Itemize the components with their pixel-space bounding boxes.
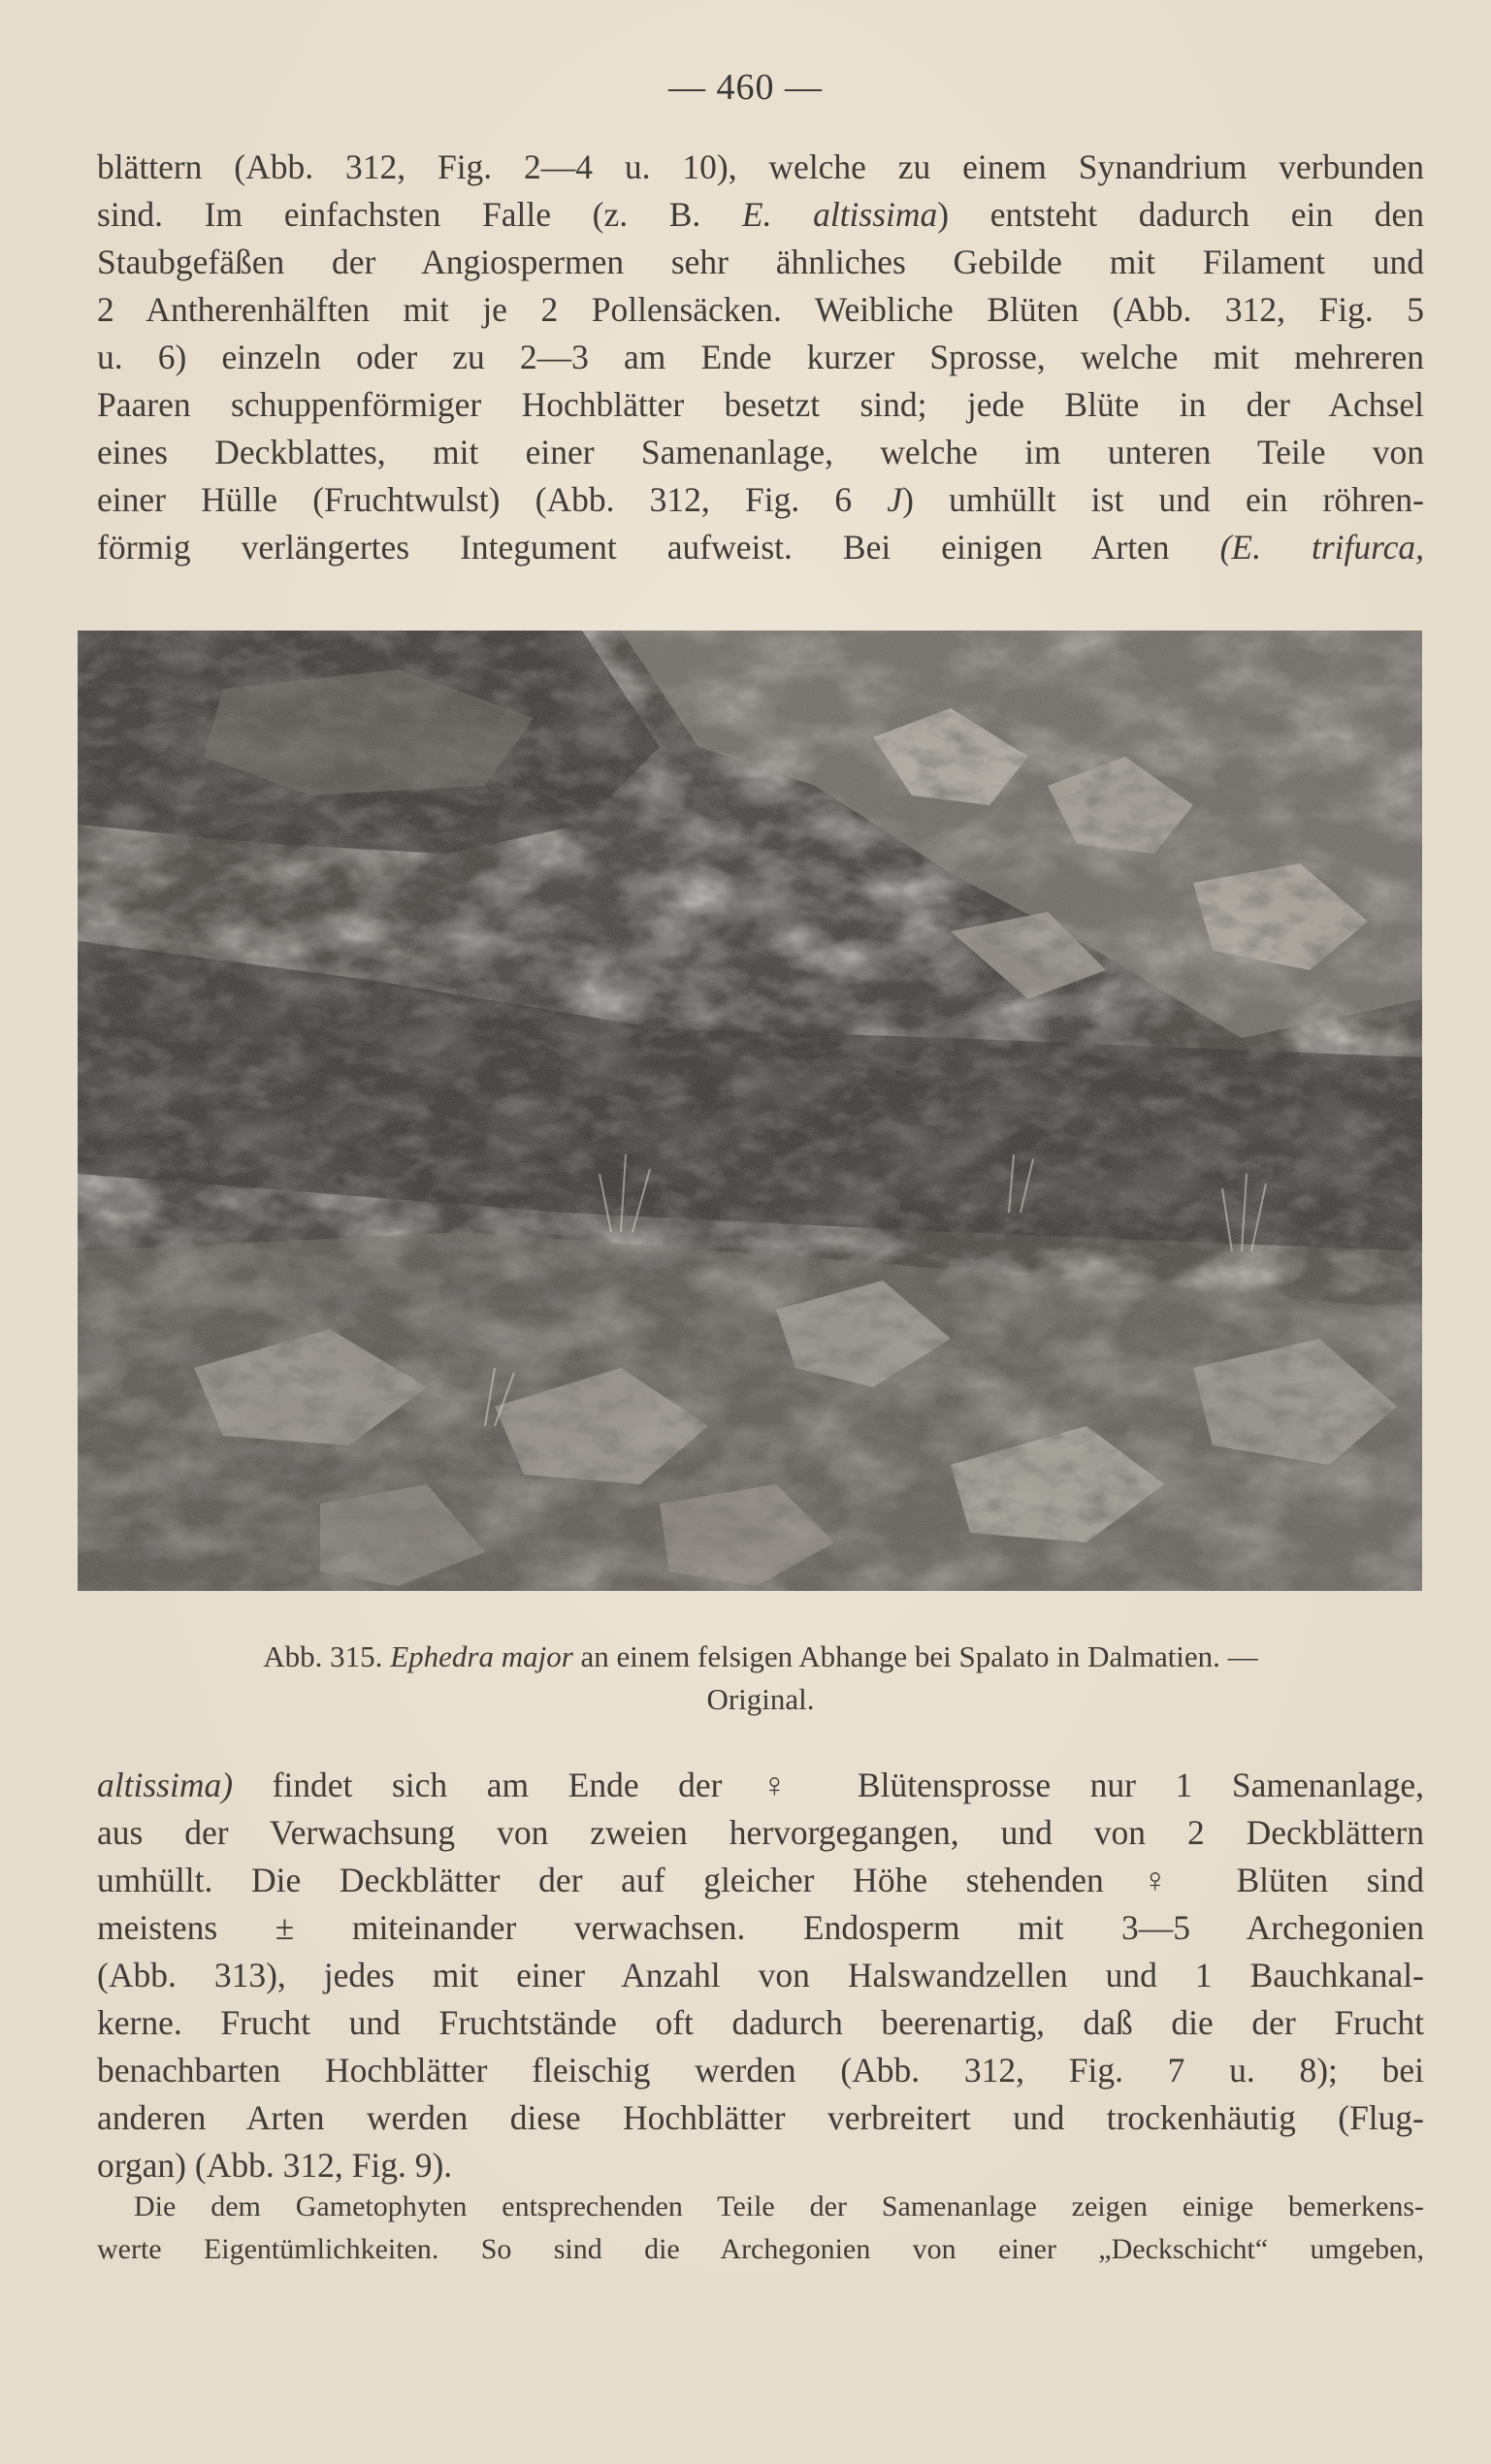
text-line: förmig verlängertes Integument aufweist. Bei einigen Arten (E. trifurca, xyxy=(97,528,1424,567)
text-line: (Abb. 313), jedes mit einer Anzahl von Halswandzellen und 1 Bauchkanal- xyxy=(97,1956,1424,1994)
text-line: sind. Im einfachsten Falle (z. B. E. altissima) entsteht dadurch ein den xyxy=(97,195,1424,234)
text-line: anderen Arten werden diese Hochblätter verbreitert und trockenhäutig (Flug- xyxy=(97,2098,1424,2137)
caption-line: Original. xyxy=(706,1682,815,1716)
text-line: meistens ± miteinander verwachsen. Endosperm mit 3—5 Archegonien xyxy=(97,1908,1424,1947)
figure-caption xyxy=(97,1636,1424,1721)
text-line: blättern (Abb. 312, Fig. 2—4 u. 10), welche zu einem Synandrium verbunden xyxy=(97,147,1424,186)
text-line: altissima) findet sich am Ende der ♀ Blütensprosse nur 1 Samenanlage, xyxy=(97,1766,1424,1804)
text-line: eines Deckblattes, mit einer Samenanlage, welche im unteren Teile von xyxy=(97,433,1424,471)
species-name: E. altissima xyxy=(741,195,938,234)
text-line: organ) (Abb. 312, Fig. 9). xyxy=(97,2146,453,2185)
text-line: einer Hülle (Fruchtwulst) (Abb. 312, Fig. 6 J) umhüllt ist und ein röhren- xyxy=(97,480,1424,519)
text-line: benachbarten Hochblätter fleischig werden (Abb. 312, Fig. 7 u. 8); bei xyxy=(97,2051,1424,2090)
text-line: Paaren schuppenförmiger Hochblätter besetzt sind; jede Blüte in der Achsel xyxy=(97,385,1424,424)
species-name: altissima) xyxy=(97,1766,234,1804)
text-line: 2 Antherenhälften mit je 2 Pollensäcken. Weibliche Blüten (Abb. 312, Fig. 5 xyxy=(97,290,1424,329)
figure-label: J xyxy=(887,480,903,519)
paragraph-top xyxy=(97,144,1424,571)
species-name: (E. trifurca, xyxy=(1219,528,1424,567)
page-number: — 460 — xyxy=(668,67,823,108)
text-line: Staubgefäßen der Angiospermen sehr ähnliches Gebilde mit Filament und xyxy=(97,243,1424,281)
paragraph-bottom xyxy=(97,1762,1424,2189)
text-line: aus der Verwachsung von zweien hervorgegangen, und von 2 Deckblättern xyxy=(97,1813,1424,1852)
text-line: werte Eigentümlichkeiten. So sind die Archegonien von einer „Deckschicht“ umgeben, xyxy=(97,2233,1424,2265)
text-line: Die dem Gametophyten entsprechenden Teile der Samenanlage zeigen einige bemerkens- xyxy=(134,2190,1424,2222)
text-line: kerne. Frucht und Fruchtstände oft dadurch beerenartig, daß die der Frucht xyxy=(97,2003,1424,2042)
caption-line: Abb. 315. Ephedra major an einem felsigen Abhange bei Spalato in Dalmatien. — xyxy=(263,1639,1258,1673)
paragraph-small-print xyxy=(97,2186,1424,2271)
landscape-photo xyxy=(78,631,1422,1591)
text-line: umhüllt. Die Deckblätter der auf gleicher Höhe stehenden ♀ Blüten sind xyxy=(97,1861,1424,1899)
photograph-rocky-slope xyxy=(78,631,1422,1591)
text-line: u. 6) einzeln oder zu 2—3 am Ende kurzer Sprosse, welche mit mehreren xyxy=(97,338,1424,376)
caption-species: Ephedra major xyxy=(390,1639,573,1673)
